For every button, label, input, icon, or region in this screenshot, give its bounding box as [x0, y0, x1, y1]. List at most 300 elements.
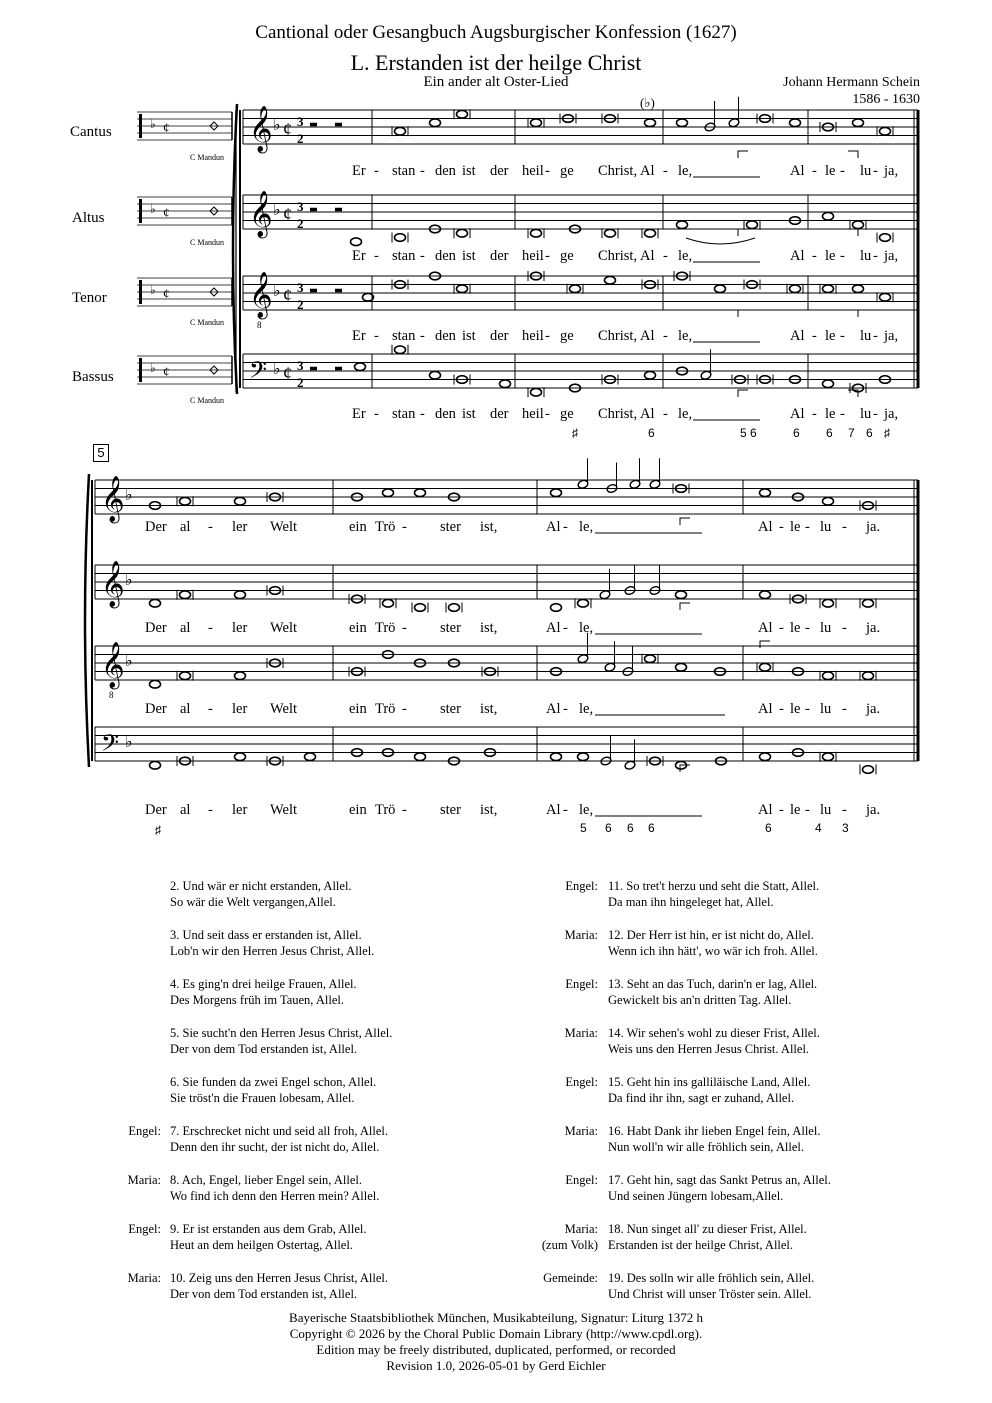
ligature-bracket [680, 603, 690, 610]
whole-note [823, 285, 834, 293]
whole-note [880, 293, 891, 301]
whole-note [823, 672, 834, 680]
stanza [170, 976, 470, 1008]
stanza-line: Der von dem Tod erstanden ist, Allel. [170, 1042, 358, 1056]
stanza-line: 4. Es ging'n drei heilge Frauen, Allel. [170, 977, 357, 991]
lyric-syllable: - [545, 406, 550, 422]
hymn-subtitle: Ein ander alt Oster-Lied [423, 74, 569, 90]
ligature-bracket [738, 151, 748, 158]
whole-note [531, 119, 542, 127]
ligature-bracket [848, 229, 858, 236]
figure: 6 [793, 426, 800, 440]
stanza-line: 7. Erschrecket nicht und seid all froh, Allel. [170, 1124, 388, 1138]
lyric-syllable: Al [546, 802, 561, 818]
figure: ♯ [155, 823, 161, 837]
whole-note [180, 591, 191, 599]
treble-clef: 𝄞 [249, 272, 273, 317]
stanza [608, 927, 908, 959]
treble-clef: 𝄞 [249, 191, 273, 236]
lyric-syllable: le [790, 802, 801, 818]
lyric-syllable: - [779, 802, 784, 818]
lyric-syllable: - [208, 519, 213, 535]
lyric-syllable: - [873, 406, 878, 422]
stanza-line: 3. Und seit dass er erstanden ist, Allel. [170, 928, 362, 942]
lyric-syllable: - [805, 620, 810, 636]
whole-note [715, 285, 726, 293]
half-rest [335, 289, 342, 293]
stanza-speaker-note: (zum Volk) [541, 1238, 598, 1252]
lyric-syllable: heil [522, 328, 544, 344]
lyric-syllable: lu [820, 519, 832, 535]
stanza [608, 1074, 908, 1106]
whole-note [383, 489, 394, 497]
whole-note [880, 234, 891, 242]
stanza-line: Denn den ihr sucht, der ist nicht do, Allel. [170, 1140, 380, 1154]
lyric-syllable: - [545, 248, 550, 264]
lyric-syllable: ge [560, 406, 574, 422]
lyric-syllable: - [374, 163, 379, 179]
lyric-syllable: Der [145, 519, 167, 535]
ligature-bracket [738, 229, 748, 236]
whole-note [853, 119, 864, 127]
lyric-syllable: - [208, 802, 213, 818]
lyric-syllable: - [812, 163, 817, 179]
lyric-syllable: - [563, 519, 568, 535]
whole-note [823, 380, 834, 388]
lyric-syllable: - [842, 519, 847, 535]
stanza-speaker: Maria: [564, 1026, 598, 1040]
lyric-syllable: ja, [884, 248, 899, 264]
lyric-syllable: Al [640, 328, 655, 344]
time-den: 2 [297, 375, 304, 390]
key-flat: ♭ [273, 202, 281, 219]
lyric-syllable: le, [678, 248, 693, 264]
mensuration-sign: ¢ [163, 120, 170, 135]
lyric-syllable: ja. [866, 620, 881, 636]
whole-note [645, 229, 656, 237]
lyric-syllable: ler [232, 620, 248, 636]
final-barline-thick [917, 480, 920, 761]
ligature-bracket [760, 641, 770, 648]
lyric-syllable: - [402, 620, 407, 636]
lyric-syllable: der [490, 163, 509, 179]
stanza [608, 1221, 908, 1253]
stanza [608, 1025, 908, 1057]
octave-mark: 8 [257, 320, 262, 330]
lyric-syllable: Er [352, 406, 366, 422]
whole-note [551, 604, 562, 612]
lyric-syllable: Al [790, 163, 805, 179]
editorial-accidental: (♭) [640, 95, 655, 110]
stanza-line: Wo find ich denn den Herren mein? Allel. [170, 1189, 380, 1203]
stanza-line: Erstanden ist der heilge Christ, Allel. [608, 1238, 794, 1252]
whole-note [645, 371, 656, 379]
key-flat: ♭ [125, 487, 133, 504]
system-brace [85, 474, 89, 767]
lyric-syllable: Christ, [598, 248, 638, 264]
octave-mark: 8 [109, 690, 114, 700]
time-den: 2 [297, 131, 304, 146]
mensuration-sign: ¢ [163, 205, 170, 220]
whole-note [180, 672, 191, 680]
lyric-syllable: Welt [270, 701, 298, 717]
stanza-line: Heut an dem heilgen Ostertag, Allel. [170, 1238, 353, 1252]
voice-label-cantus: Cantus [70, 124, 112, 140]
whole-note [415, 604, 426, 612]
lyric-syllable: ist, [480, 620, 498, 636]
lyric-syllable: - [840, 163, 845, 179]
lyric-syllable: - [563, 802, 568, 818]
time-den: 2 [297, 216, 304, 231]
whole-note [457, 285, 468, 293]
lyric-syllable: ster [440, 701, 461, 717]
stanza-line: So wär die Welt vergangen,Allel. [170, 895, 336, 909]
lyric-syllable: le [790, 701, 801, 717]
lyric-syllable: ist, [480, 519, 498, 535]
figure: 5 [580, 821, 587, 835]
lyric-syllable: lu [860, 328, 872, 344]
whole-note [150, 599, 161, 607]
stanza-line: 14. Wir sehen's wohl zu dieser Frist, Allel. [608, 1026, 820, 1040]
figure: 6 [826, 426, 833, 440]
lyric-syllable: - [805, 519, 810, 535]
incipit-annotation-bassus: C Mandun [190, 396, 224, 405]
lyric-syllable: - [805, 701, 810, 717]
whole-note [677, 221, 688, 229]
lyric-syllable: Al [546, 620, 561, 636]
ligature-bracket [738, 310, 748, 317]
lyric-syllable: lu [860, 163, 872, 179]
stanza-line: 6. Sie funden da zwei Engel schon, Allel. [170, 1075, 377, 1089]
mensuration-sign: ¢ [163, 364, 170, 379]
lyric-syllable: Welt [270, 519, 298, 535]
lyric-syllable: - [873, 248, 878, 264]
lyric-syllable: ler [232, 519, 248, 535]
stanza-speaker: Maria: [564, 1222, 598, 1236]
voice-label-tenor: Tenor [72, 290, 107, 306]
lyric-syllable: den [435, 248, 456, 264]
lyric-syllable: Der [145, 620, 167, 636]
lyric-syllable: den [435, 328, 456, 344]
lyric-syllable: - [840, 248, 845, 264]
stanza [608, 1172, 908, 1204]
lyric-syllable: le, [579, 620, 594, 636]
whole-note [531, 388, 542, 396]
lyric-syllable: ge [560, 163, 574, 179]
lyric-syllable: Al [758, 519, 773, 535]
lyric-syllable: le, [678, 406, 693, 422]
whole-note [235, 497, 246, 505]
lyric-syllable: ja, [884, 163, 899, 179]
flat-sign: ♭ [150, 361, 156, 375]
figure: 6 [866, 426, 873, 440]
lyric-syllable: Der [145, 802, 167, 818]
lyric-syllable: Al [758, 620, 773, 636]
bass-clef: 𝄢 [249, 358, 268, 389]
c-clef [139, 280, 142, 304]
stanza-line: Der von dem Tod erstanden ist, Allel. [170, 1287, 358, 1301]
stanza-line: 16. Habt Dank ihr lieben Engel fein, Allel. [608, 1124, 821, 1138]
lyric-syllable: Trö [375, 620, 396, 636]
time-num: 3 [297, 358, 304, 373]
lyric-syllable: ist [462, 163, 476, 179]
stanza-line: 17. Geht hin, sagt das Sankt Petrus an, Allel. [608, 1173, 831, 1187]
whole-note [395, 234, 406, 242]
lyrics [145, 163, 898, 818]
lyric-syllable: der [490, 248, 509, 264]
lyric-syllable: der [490, 328, 509, 344]
lyric-syllable: le [790, 620, 801, 636]
lyric-syllable: Christ, [598, 163, 638, 179]
whole-note [823, 212, 834, 220]
stanza-line: Da find ihr ihn, sagt er zuhand, Allel. [608, 1091, 795, 1105]
lyric-syllable: stan [392, 406, 416, 422]
lyric-syllable: lu [820, 802, 832, 818]
lyric-syllable: ster [440, 802, 461, 818]
lyric-syllable: ja. [866, 701, 881, 717]
lyric-syllable: Er [352, 248, 366, 264]
lyric-syllable: Er [352, 328, 366, 344]
lyric-syllable: den [435, 406, 456, 422]
lyric-syllable: ge [560, 248, 574, 264]
stanza-line: Und Christ will unser Tröster sein. Allel. [608, 1287, 812, 1301]
lyric-syllable: ler [232, 701, 248, 717]
stanza [170, 1123, 470, 1155]
lyric-syllable: - [420, 248, 425, 264]
lyric-syllable: - [779, 620, 784, 636]
time-den: 2 [297, 297, 304, 312]
lyric-syllable: ein [349, 519, 367, 535]
stanza-line: 15. Geht hin ins galliläische Land, Allel. [608, 1075, 811, 1089]
key-flat: ♭ [125, 653, 133, 670]
c-clef [139, 199, 142, 223]
whole-note [676, 663, 687, 671]
whole-note [235, 591, 246, 599]
half-rest [335, 123, 342, 127]
whole-note [305, 753, 316, 761]
lyric-syllable: - [873, 328, 878, 344]
lyric-syllable: - [840, 328, 845, 344]
lyric-syllable: - [563, 620, 568, 636]
stanza-line: 10. Zeig uns den Herren Jesus Christ, Allel. [170, 1271, 389, 1285]
stanza [170, 1025, 470, 1057]
stanza-line: 2. Und wär er nicht erstanden, Allel. [170, 879, 352, 893]
flat-sign: ♭ [150, 202, 156, 216]
treble-clef: 𝄞 [101, 561, 125, 606]
composer-dates: 1586 - 1630 [852, 92, 920, 107]
lyric-syllable: Christ, [598, 406, 638, 422]
whole-note [355, 363, 366, 371]
lyric-syllable: le [825, 328, 836, 344]
whole-note [531, 229, 542, 237]
whole-note [500, 380, 511, 388]
whole-note [578, 599, 589, 607]
lyric-syllable: Trö [375, 701, 396, 717]
ligature-bracket [848, 151, 858, 158]
half-rest [335, 367, 342, 371]
lyric-syllable: al [180, 701, 191, 717]
time-sign: ¢ [283, 204, 292, 224]
stanza-speaker: Engel: [565, 1075, 598, 1089]
whole-note [760, 591, 771, 599]
bass-clef: 𝄢 [101, 731, 120, 762]
ligature-bracket [738, 390, 748, 397]
lyric-syllable: ja. [866, 802, 881, 818]
lyric-syllable: - [812, 248, 817, 264]
hymn-title: L. Erstanden ist der heilge Christ [350, 50, 642, 75]
lyric-syllable: ist [462, 328, 476, 344]
lyric-syllable: Er [352, 163, 366, 179]
lyric-syllable: ist, [480, 802, 498, 818]
time-num: 3 [297, 199, 304, 214]
lyric-syllable: ster [440, 620, 461, 636]
stanza-line: Des Morgens früh im Tauen, Allel. [170, 993, 344, 1007]
figure: 3 [842, 821, 849, 835]
lyric-syllable: le, [579, 701, 594, 717]
lyric-syllable: le, [579, 519, 594, 535]
figure: 4 [815, 821, 822, 835]
time-sign: ¢ [283, 285, 292, 305]
figure: 6 [648, 821, 655, 835]
stanza-speaker: Engel: [565, 1173, 598, 1187]
whole-note [551, 753, 562, 761]
stanza-line: 8. Ach, Engel, lieber Engel sein, Allel. [170, 1173, 362, 1187]
whole-note [747, 221, 758, 229]
key-flat: ♭ [273, 361, 281, 378]
stanza-line: Sie tröst'n die Frauen lobesam, Allel. [170, 1091, 355, 1105]
whole-note [449, 604, 460, 612]
stanza-speaker: Maria: [127, 1173, 161, 1187]
whole-note [605, 229, 616, 237]
stanza-speaker: Engel: [128, 1222, 161, 1236]
footer-revision: Revision 1.0, 2026-05-01 by Gerd Eichler [386, 1358, 606, 1373]
whole-note [677, 119, 688, 127]
lyric-syllable: al [180, 802, 191, 818]
whole-note [790, 119, 801, 127]
lyric-syllable: - [805, 802, 810, 818]
lyric-syllable: Al [790, 328, 805, 344]
lyric-syllable: - [545, 328, 550, 344]
lyric-syllable: Christ, [598, 328, 638, 344]
whole-note [790, 285, 801, 293]
whole-note [351, 238, 362, 246]
c-clef [139, 114, 142, 138]
lyric-syllable: Al [546, 519, 561, 535]
lyric-syllable: - [873, 163, 878, 179]
lyric-syllable: le, [678, 163, 693, 179]
key-flat: ♭ [273, 117, 281, 134]
lyric-syllable: al [180, 620, 191, 636]
half-rest [310, 208, 317, 212]
whole-note [430, 371, 441, 379]
lyric-syllable: stan [392, 248, 416, 264]
ligature-bracket [848, 310, 858, 317]
whole-note [150, 680, 161, 688]
lyric-syllable: - [779, 701, 784, 717]
flat-sign: ♭ [150, 283, 156, 297]
stanza-line: 13. Seht an das Tuch, darin'n er lag, Allel. [608, 977, 818, 991]
final-barline-thick [917, 110, 920, 388]
key-flat: ♭ [273, 283, 281, 300]
lyric-syllable: le, [678, 328, 693, 344]
stanza-line: Da man ihn hingeleget hat, Allel. [608, 895, 774, 909]
treble-clef: 𝄞 [249, 106, 273, 151]
whole-note [880, 127, 891, 135]
figure: 6 [765, 821, 772, 835]
lyric-syllable: - [563, 701, 568, 717]
whole-note [823, 497, 834, 505]
lyric-syllable: le, [579, 802, 594, 818]
lyric-syllable: ein [349, 802, 367, 818]
lyric-syllable: - [779, 519, 784, 535]
half-rest [310, 123, 317, 127]
half-rest [310, 289, 317, 293]
mensuration-sign: ¢ [163, 286, 170, 301]
stanza-line: Weis uns den Herren Jesus Christ. Allel. [608, 1042, 810, 1056]
lyric-syllable: - [402, 701, 407, 717]
whole-note [760, 489, 771, 497]
lyric-syllable: den [435, 163, 456, 179]
composer-name: Johann Hermann Schein [783, 75, 920, 90]
lyric-syllable: - [374, 248, 379, 264]
lyric-syllable: le [825, 406, 836, 422]
lyric-syllable: ist [462, 406, 476, 422]
lyric-syllable: ler [232, 802, 248, 818]
lyric-syllable: - [374, 406, 379, 422]
figure: 6 [605, 821, 612, 835]
stanza-line: Wenn ich ihn hätt', wo wär ich froh. Allel. [608, 944, 818, 958]
whole-note [457, 229, 468, 237]
stanza-line: 12. Der Herr ist hin, er ist nicht do, Allel. [608, 928, 814, 942]
whole-note [645, 655, 656, 663]
lyric-syllable: - [420, 328, 425, 344]
lyric-syllable: - [663, 248, 668, 264]
lyric-syllable: le [825, 163, 836, 179]
whole-note [430, 119, 441, 127]
whole-note [863, 766, 874, 774]
lyric-syllable: - [663, 406, 668, 422]
whole-note [676, 591, 687, 599]
lyric-syllable: Trö [375, 519, 396, 535]
stanza-line: 5. Sie sucht'n den Herren Jesus Christ, Allel. [170, 1026, 393, 1040]
lyric-syllable: heil [522, 163, 544, 179]
whole-note [853, 285, 864, 293]
lyric-syllable: Welt [270, 802, 298, 818]
lyric-syllable: - [812, 328, 817, 344]
lyric-syllable: Al [790, 248, 805, 264]
stanza-line: 9. Er ist erstanden aus dem Grab, Allel. [170, 1222, 367, 1236]
stanza [608, 878, 908, 910]
whole-note [457, 110, 468, 118]
whole-note [605, 276, 616, 284]
lyric-syllable: lu [820, 701, 832, 717]
lyric-syllable: le [790, 519, 801, 535]
lyric-syllable: al [180, 519, 191, 535]
lyric-syllable: - [208, 620, 213, 636]
stanza-speaker: Maria: [564, 928, 598, 942]
stanza-speaker: Engel: [565, 879, 598, 893]
tie [686, 238, 755, 244]
lyric-syllable: heil [522, 406, 544, 422]
lyric-syllable: Welt [270, 620, 298, 636]
lyric-syllable: le [825, 248, 836, 264]
incipit-annotations [190, 153, 224, 405]
stanza [170, 1270, 470, 1302]
time-sign: ¢ [283, 119, 292, 139]
stanza [170, 1074, 470, 1106]
lyric-syllable: - [420, 406, 425, 422]
treble-clef: 𝄞 [101, 476, 125, 521]
